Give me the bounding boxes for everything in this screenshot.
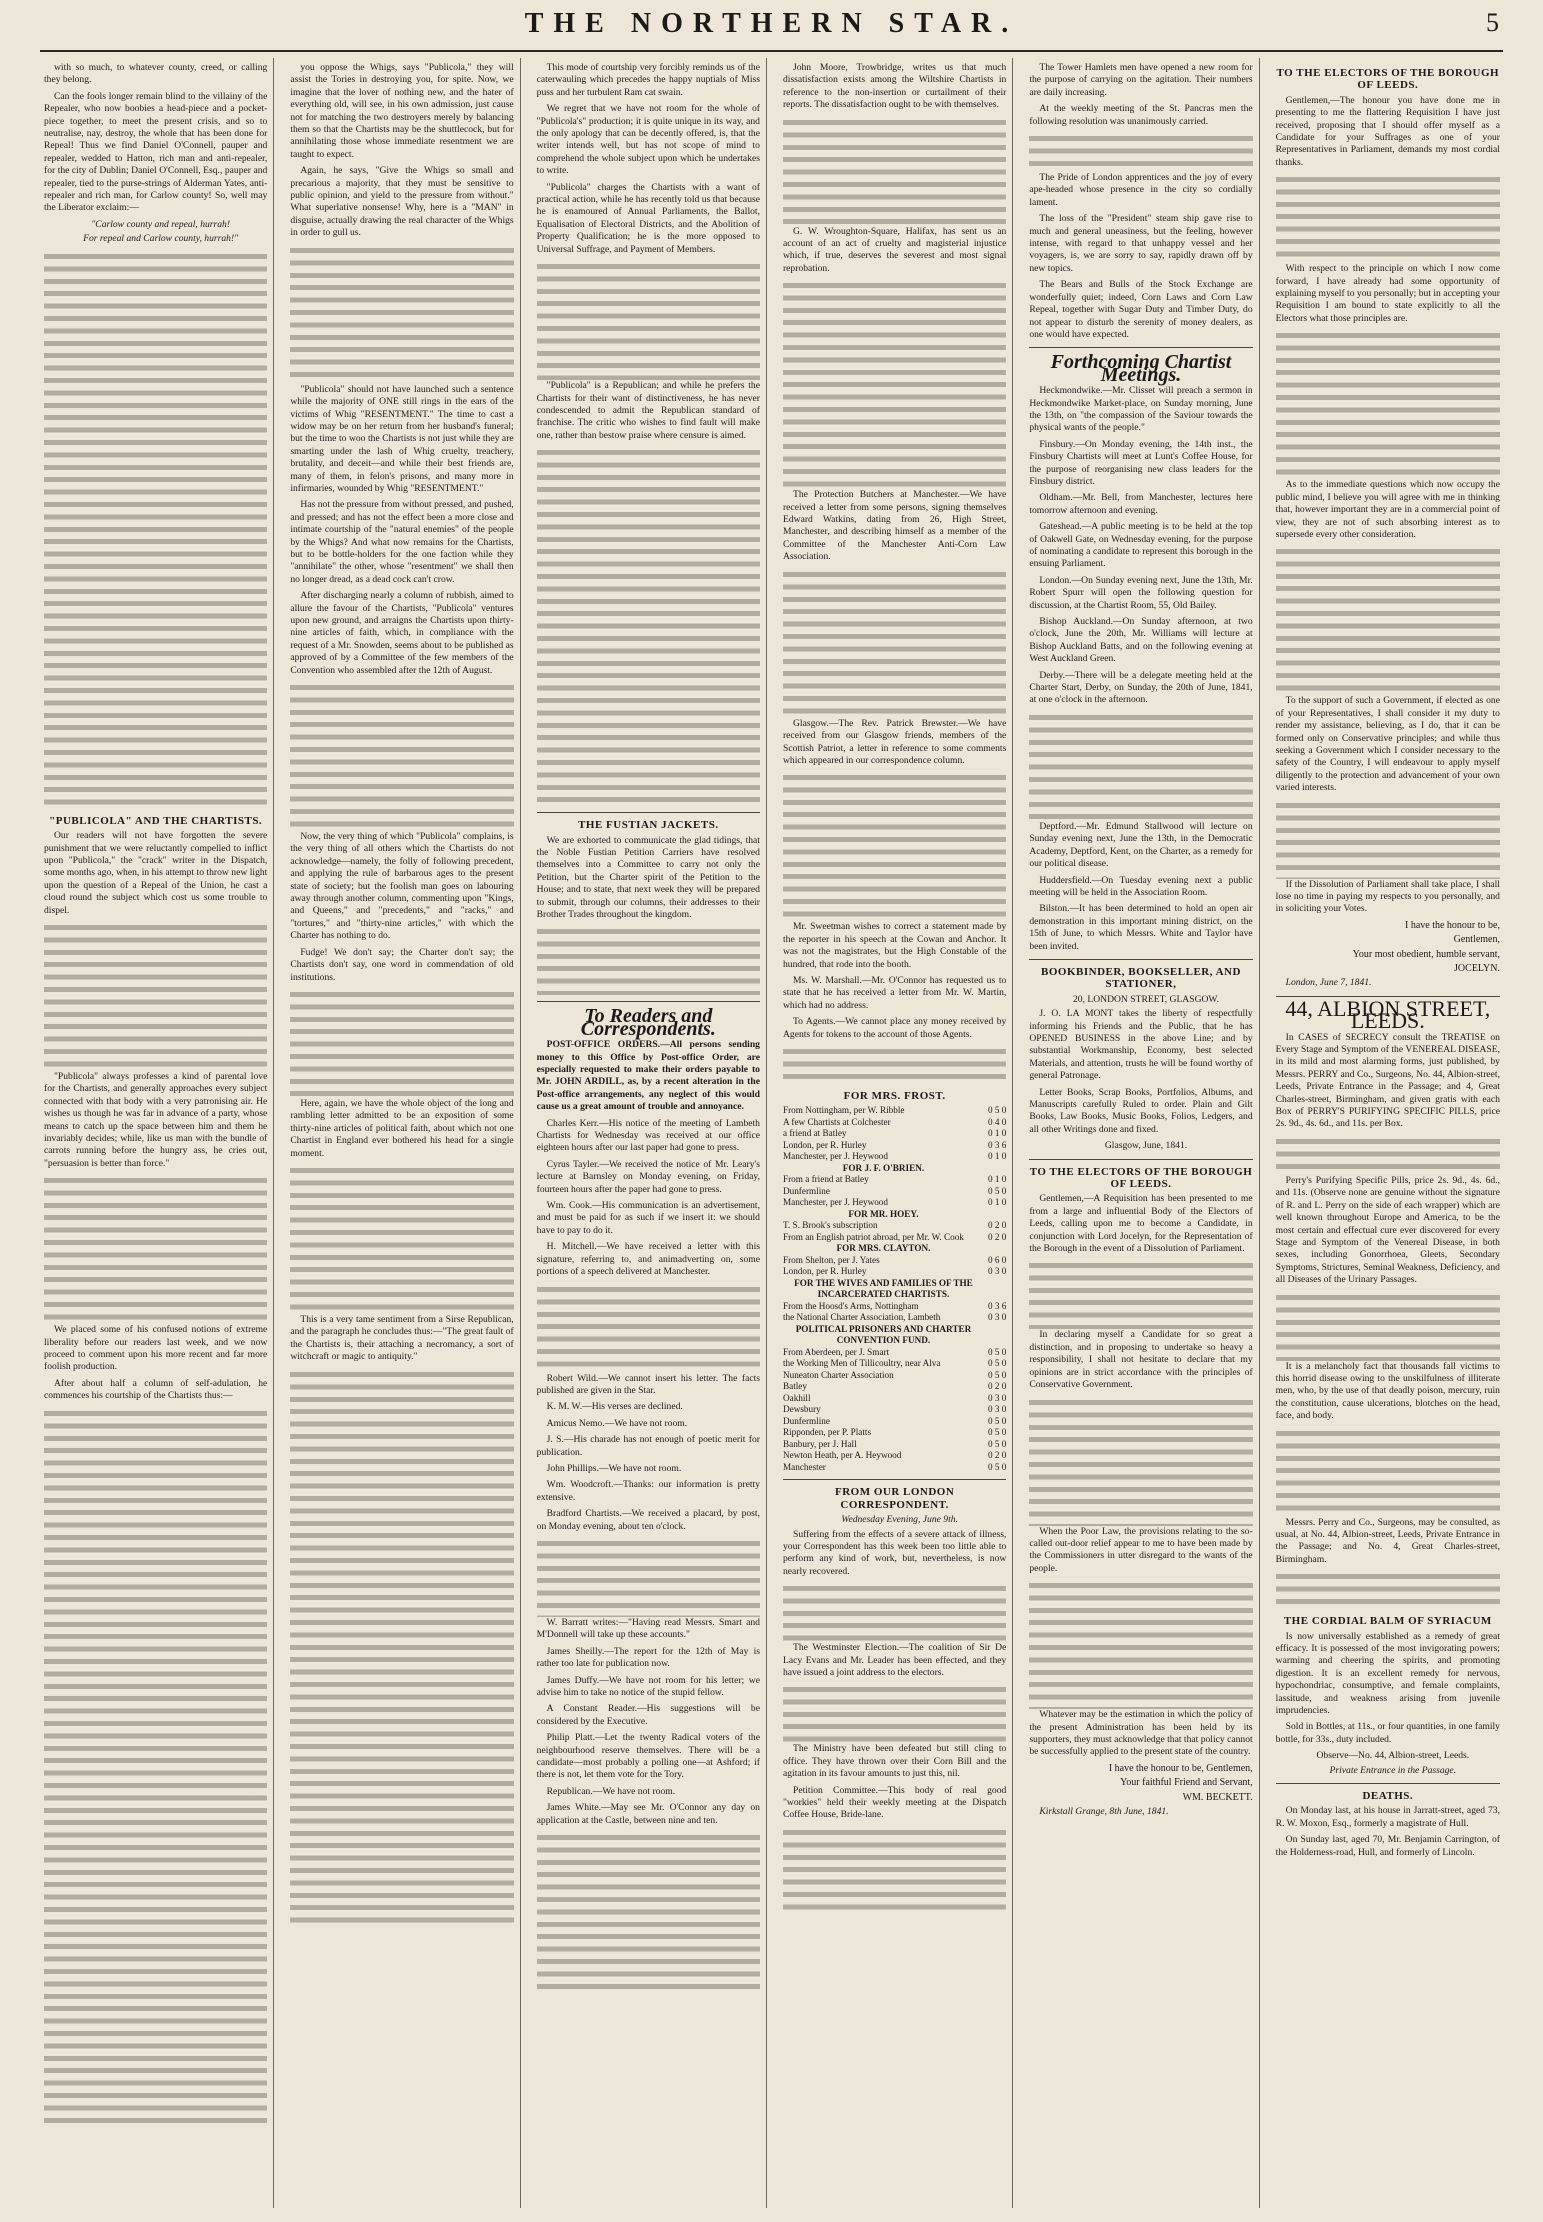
article-text-continued (783, 1582, 1006, 1642)
article-text-continued (44, 921, 267, 1071)
meeting-notice: Huddersfield.—On Tuesday evening next a public meeting will be held in the Association Room. (1029, 874, 1253, 898)
subscription-label: Banbury, per J. Hall (782, 1438, 857, 1449)
subscription-amount (984, 1278, 1006, 1301)
advert-body: Sold in Bottles, at 11s., or four quantities, in one family bottle, for 33s., duty included. (1275, 1721, 1500, 1745)
signature-place: Kirkstall Grange, 8th June, 1841. (1039, 1805, 1169, 1817)
subscription-label: Manchester (782, 1461, 826, 1472)
dateline: Wednesday Evening, June 9th. (841, 1514, 958, 1526)
signature-line: I have the honour to be, Gentlemen, (1108, 1762, 1253, 1774)
correspondent-note: Cyrus Tayler.—We received the notice of Mr. Leary's lecture at Barnsley on Monday evening, on Friday, fourteen hours after the paper had gone to press. (536, 1158, 760, 1195)
correspondent-note: Bradford Chartists.—We received a placard, by post, on Monday evening, about ten o'clock. (536, 1508, 760, 1532)
correspondent-note: James Sheilly.—The report for the 12th of May is rather too late for publication now. (536, 1645, 760, 1670)
subscription-row (783, 1416, 1006, 1428)
article-text-continued (290, 1368, 513, 1928)
subscription-row (783, 1117, 1006, 1129)
column-4 (777, 58, 1013, 2208)
article-text-continued (1276, 1427, 1500, 1517)
subscription-row (783, 1186, 1006, 1198)
subscription-row (783, 1128, 1006, 1140)
subscription-row (783, 1220, 1006, 1232)
article-paragraph: At the weekly meeting of the St. Pancras men the following resolution was unanimously carried. (1029, 103, 1253, 127)
article-text-continued (783, 279, 1006, 489)
subscription-amount: 0 3 6 (987, 1139, 1007, 1150)
article-paragraph: "Publicola" charges the Chartists with a want of practical action, while he has recently told us that because he is enamoured of Annual Parliaments, the Ballot, Equalisation of Electoral Districts, and the Abolition of Property Qualification; he is the more opposed to Universal Suffrage, and Payment of Members. (536, 181, 760, 255)
advert-heading: THE CORDIAL BALM OF SYRIACUM (1283, 1615, 1492, 1628)
correspondent-note: Mr. Sweetman wishes to correct a statement made by the reporter in his speech at the Cowan and Anchor. It was not the magistrates, but the High Constable of the hundred, that rode into the booth. (782, 921, 1007, 970)
article-paragraph: The Ministry have been defeated but still cling to office. They have thrown over their Corn Bill and the agitation in its favour amounts to just this, nil. (782, 1743, 1007, 1780)
advert-date: Glasgow, June, 1841. (1104, 1140, 1188, 1152)
signature-name: JOCELYN. (1454, 963, 1500, 974)
signature-line: Gentlemen, (1453, 934, 1500, 946)
article-paragraph: Has not the pressure from without pressed, and pushed, and pressed; and has not the effect been a more close and intimate courtship of the "natural enemies" of the people by the Whigs? And what now remains for the Chartists, but to be bottle-holders for the one faction while they "annihilate" the other, whose "resentment" we shall then no longer dread, as a dead cock can't crow. (290, 499, 514, 585)
address-heading: TO THE ELECTORS OF THE BOROUGH OF LEEDS. (1276, 67, 1500, 92)
deaths-heading: DEATHS. (1362, 1790, 1414, 1803)
subscription-label: From Shelton, per J. Yates (782, 1254, 880, 1265)
article-text-continued (1276, 799, 1500, 879)
subscription-label: Manchester, per J. Heywood (782, 1197, 888, 1208)
subscription-row (783, 1370, 1006, 1382)
subscription-amount: 0 5 0 (987, 1358, 1007, 1369)
article-paragraph: After about half a column of self-adulation, he commences his courtship of the Chartists thus:— (44, 1377, 268, 1402)
article-text-continued (290, 1164, 513, 1314)
article-text-continued (44, 1174, 267, 1324)
article-paragraph: This is a very tame sentiment from a Sirse Republican, and the paragraph he concludes thus:—"The great fault of the Chartists is, their attaching a necromancy, a sort of witchcraft or magic to antiquity." (290, 1313, 514, 1363)
advert-address: 20, LONDON STREET, GLASGOW. (1072, 993, 1220, 1005)
article-text-continued (1029, 1259, 1252, 1329)
meeting-notice: Bilston.—It has been determined to hold an open air demonstration in this important mining district, on the 15th of June, to which Messrs. White and Taylor have been invited. (1029, 903, 1253, 952)
correspondent-note: To Agents.—We cannot place any money received by Agents for tokens to the account of those Agents. (782, 1016, 1007, 1040)
correspondent-note: The Protection Butchers at Manchester.—We have received a letter from some persons, signing themselves Edward Watkins, dating from 26, High Street, Manchester, and describing himself as a member of the Committee of the Manchester Anti-Corn Law Association. (782, 489, 1007, 563)
subscription-label: the Working Men of Tillicoultry, near Alva (782, 1358, 941, 1369)
article-paragraph: This mode of courtship very forcibly reminds us of the caterwauling which precedes the happy nuptials of Miss puss and her turbulent Ram cat swain. (536, 62, 760, 98)
meeting-notice: London.—On Sunday evening next, June the 13th, Mr. Robert Spurr will open the following question for discussion, at the Chartist Room, 55, Old Bailey. (1029, 574, 1253, 611)
article-paragraph: "Publicola" always professes a kind of parental love for the Chartists, and generally approaches every subject connected with that body with a very patronising air. He wishes us though he was far in advance of a party, whose means to catch up the space between him and them he invariably decides; while, like us man with the bundle of carrots running before the hungry ass, he cries out, "persuasion is better than force." (44, 1070, 268, 1169)
subscription-amount: 0 1 0 (987, 1174, 1007, 1185)
correspondent-note: Glasgow.—The Rev. Patrick Brewster.—We have received from our Glasgow friends, members of the Scottish Patriot, a letter in reference to some comments which appeared in our correspondence column. (782, 717, 1007, 766)
subscription-amount: 0 6 0 (987, 1254, 1007, 1265)
section-heading-correspondents: To Readers and Correspondents. (580, 1005, 716, 1040)
columns (38, 58, 1506, 2208)
subscription-row (783, 1450, 1006, 1462)
subscription-amount: 0 3 6 (987, 1300, 1007, 1311)
subscription-label: From the Hoosd's Arms, Nottingham (782, 1300, 919, 1311)
article-paragraph: Now, the very thing of which "Publicola" complains, is the very thing of all others which the Chartists do not acknowledge—namely, the folly of following precedent, and applying the rule of barbarous ages to the present state of society; but the foolish man goes on labouring away through another column, commenting upon "Kings, and Queens," and "precedents," and "racks," and "tortures," and "thirty-nine articles," with which the Charter has nothing to do. (290, 831, 514, 942)
subscription-label: Batley (782, 1381, 807, 1392)
notice-post-office: POST-OFFICE ORDERS.—All persons sending money to this Office by Post-office Order, are especially requested to make their orders payable to Mr. JOHN ARDILL, as, by a recent alteration in the Post-office arrangements, any neglect of this would cause us a great amount of trouble and annoyance. (536, 1039, 760, 1113)
subscription-row (783, 1278, 1006, 1301)
article-text-continued (1029, 132, 1252, 172)
subscription-label: London, per R. Hurley (782, 1266, 867, 1277)
subscription-label: FOR J. F. O'BRIEN. (842, 1162, 925, 1173)
fund-heading: FOR MRS. FROST. (843, 1089, 946, 1102)
advert-body: In CASES of SECRECY consult the TREATISE on Every Stage and Symptom of the VENEREAL DISEASE, in its mild and most alarming forms, just published, by Messrs. PERRY and Co., Surgeons, No. 44, Albion-street, Leeds, Private Entrance in the Passage; and 4, Great Charles-street, Birmingham, and given gratis with each Box of PERRY'S PURIFYING SPECIFIC PILLS, price 2s. 9d., 4s. 6d., and 11s. per Box. (1275, 1031, 1500, 1130)
meeting-notice: Finsbury.—On Monday evening, the 14th inst., the Finsbury Chartists will meet at Lunt's Coffee House, for the purpose of reorganising new class leaders for the Finsbury district. (1029, 438, 1253, 487)
article-text-continued (537, 260, 760, 380)
section-rule (1029, 347, 1252, 348)
advert-body: Is now universally established as a remedy of great efficacy. It is possessed of the most invigorating powers; warming and cheering the spirits, and promoting digestion. It is an excellent remedy for nervous, hypochondriac, consumptive, and female complaints, lassitude, and weakness arising from juvenile imprudencies. (1275, 1630, 1500, 1717)
subscription-amount: 0 5 0 (987, 1438, 1007, 1449)
subscription-row (783, 1439, 1006, 1451)
address-heading: TO THE ELECTORS OF THE BOROUGH OF LEEDS. (1029, 1165, 1253, 1191)
subscription-label: Ripponden, per P. Platts (782, 1427, 872, 1438)
subscription-row (783, 1312, 1006, 1324)
subscription-row (783, 1105, 1006, 1117)
correspondent-note: John Moore, Trowbridge, writes us that much dissatisfaction exists among the Wiltshire Chartists in reference to the non-insertion or curtailment of their reports. The dissatisfaction ought to be with themselves. (782, 62, 1007, 111)
address-paragraph: When the Poor Law, the provisions relating to the so-called out-door relief appear to me to have been made by the Commissioners in utter disregard to the wants of the people. (1029, 1525, 1253, 1574)
article-text-continued (537, 1283, 760, 1373)
article-paragraph: After discharging nearly a column of rubbish, aimed to allure the favour of the Chartists, "Publicola" ventures upon new ground, and arraigns the Chartists upon thirty-nine articles of faith, which, in compliance with the request of a Mr. Snowden, seems about to be published as approved of by a Committee of the few members of the Convention who assembled after the 12th of August. (290, 590, 514, 676)
article-paragraph: with so much, to whatever county, creed, or calling they belong. (44, 62, 268, 86)
address-paragraph: Gentlemen,—The honour you have done me in presenting to me the flattering Requisition I have just received, proposing that I should offer myself as a Candidate for your Suffrages as one of your Representatives in Parliament, demands my most cordial thanks. (1275, 94, 1500, 168)
address-paragraph: Whatever may be the estimation in which the policy of the present Administration has been held by its supporters, they must acknowledge that that policy cannot be successfully applied to the present state of the country. (1029, 1709, 1253, 1758)
article-text-continued (783, 568, 1006, 718)
subscription-amount: 0 5 0 (987, 1105, 1007, 1116)
correspondent-note: Republican.—We have not room. (546, 1785, 676, 1797)
article-paragraph: The loss of the "President" steam ship gave rise to much and general uneasiness, but the feeling, however intense, with regard to that unhappy vessel and her voyagers, is, we are sorry to say, rapidly drawn off by new topics. (1029, 213, 1253, 274)
subscription-amount: 0 3 0 (987, 1266, 1007, 1277)
article-paragraph: Petition Committee.—This body of real good "workies" held their weekly meeting at the Dispatch Coffee House, Bride-lane. (782, 1784, 1007, 1821)
correspondent-note: John Phillips.—We have not room. (546, 1462, 682, 1474)
correspondent-note: James White.—May see Mr. O'Connor any day on application at the Castle, between nine and ten. (536, 1802, 760, 1826)
correspondent-note: Robert Wild.—We cannot insert his letter. The facts published are given in the Star. (536, 1372, 760, 1396)
subscription-row (783, 1358, 1006, 1370)
subscription-row (783, 1174, 1006, 1186)
correspondent-note: James Duffy.—We have not room for his letter; we advise him to take no notice of the stupid fellow. (536, 1674, 760, 1698)
subscription-amount (984, 1209, 1006, 1221)
signature-name: WM. BECKETT. (1182, 1791, 1253, 1803)
subscription-label: Newton Heath, per A. Heywood (782, 1450, 902, 1461)
signature-line: I have the honour to be, (1405, 919, 1500, 931)
subscription-label: London, per R. Hurley (782, 1139, 867, 1150)
article-paragraph: Can the fools longer remain blind to the villainy of the Repealer, who now boobies a head-piece and a pocket-piece together, to meet the present crisis, and so to neutralise, nay, destroy, the whole that has been done for Repeal! Thus we find Daniel O'Connell, pauper and repealer, wedded to Hatton, rich man and anti-repealer, for the city of Dublin; Daniel O'Connell, Esq., pauper and repealer, tied to the purse-strings of Alderman Yates, anti-repealer and rich man, for Carlow county! So, well may the Liberator exclaim:— (44, 90, 268, 214)
article-text-continued (44, 250, 267, 810)
article-text-continued (1276, 329, 1500, 479)
article-paragraph: Suffering from the effects of a severe attack of illness, your Correspondent has this week been too little able to perform any kind of work, but, nevertheless, is now nearly recovered. (782, 1528, 1007, 1577)
correspondent-note: Ms. W. Marshall.—Mr. O'Connor has requested us to state that he has received a letter from Mr. W. Martin, which had no address. (782, 974, 1007, 1011)
subscription-amount: 0 5 0 (987, 1461, 1007, 1472)
subscription-amount: 0 5 0 (987, 1369, 1007, 1380)
section-heading-meetings: Forthcoming Chartist Meetings. (1050, 351, 1232, 386)
meeting-notice: Heckmondwike.—Mr. Clisset will preach a sermon in Heckmondwike Market-place, on Sunday morning, June the 13th, on "the compassion of the Saviour towards the physical wants of the people." (1029, 385, 1253, 434)
subscription-row (783, 1209, 1006, 1221)
correspondent-note: Amicus Nemo.—We have not room. (546, 1417, 688, 1429)
subscription-amount: 0 4 0 (987, 1116, 1007, 1127)
subscription-amount (984, 1163, 1006, 1175)
article-text-continued (1276, 1291, 1500, 1361)
article-paragraph: you oppose the Whigs, says "Publicola," they will assist the Tories in destroying you, for spite. Now, we imagine that the lover of nothing new, and the hater of everything old, will see, in his own admission, just cause not for matching the two destroyers merely by balancing them so that the Chartists may be the shuttlecock, but for annihilating those whose immediate resentment we are taught to expect. (290, 62, 514, 160)
section-rule (537, 812, 760, 813)
correspondent-note: J. S.—His charade has not enough of poetic merit for publication. (536, 1434, 760, 1458)
subscription-amount: 0 3 0 (987, 1392, 1007, 1403)
signature-date: London, June 7, 1841. (1285, 977, 1372, 989)
subscription-row (783, 1163, 1006, 1175)
correspondent-note: Wm. Woodcroft.—Thanks: our information is pretty extensive. (536, 1479, 760, 1503)
subscription-row (783, 1347, 1006, 1359)
article-text-continued (783, 1045, 1006, 1085)
article-text-continued (537, 1831, 760, 1991)
article-paragraph: Fudge! We don't say; the Charter don't say; the Chartists don't say, one word in commendation of old institutions. (290, 946, 514, 983)
column-6 (1270, 58, 1506, 2208)
subscription-row (783, 1255, 1006, 1267)
subscription-row (783, 1197, 1006, 1209)
article-paragraph: The Westminster Election.—The coalition of Sir De Lacy Evans and Mr. Leader has been effected, and they have issued a joint address to the electors. (782, 1642, 1007, 1679)
meeting-notice: Deptford.—Mr. Edmund Stallwood will lecture on Sunday evening next, June the 13th, in the Democratic Academy, Deptford, Kent, on the Charter, as a remedy for our political disease. (1029, 820, 1253, 870)
subscription-label: FOR THE WIVES AND FAMILIES OF THE INCARCERATED CHARTISTS. (794, 1277, 973, 1300)
article-paragraph: Again, he says, "Give the Whigs so small and precarious a majority, that they must be sensitive to public opinion, and yield to the pressure from without." What superlative nonsense! Why, here is a "MAN" in disguise, actually drawing the real character of the Whigs in order to gull us. (290, 165, 514, 239)
article-text-continued (783, 771, 1006, 921)
subscription-row (783, 1404, 1006, 1416)
subscription-label: From an English patriot abroad, per Mr. W. Cook (782, 1231, 964, 1242)
subscription-row (783, 1427, 1006, 1439)
address-paragraph: Gentlemen,—A Requisition has been presented to me from a large and influential Body of the Electors of Leeds, calling upon me to become a Candidate, in conjunction with Lord Jocelyn, for the Representation of the Borough in the event of a Dissolution of Parliament. (1029, 1193, 1253, 1255)
advert-body: Letter Books, Scrap Books, Portfolios, Albums, and Manuscripts carefully Ruled to order. Plain and Gilt Books, Law Books, Music Books, Folios, Ledgers, and all other Writings done and fixed. (1029, 1086, 1253, 1135)
advert-address: Private Entrance in the Passage. (1329, 1764, 1457, 1776)
advert-heading: BOOKBINDER, BOOKSELLER, AND STATIONER, (1041, 965, 1241, 991)
subscription-label: From Aberdeen, per J. Smart (782, 1346, 890, 1357)
section-rule (537, 1001, 760, 1002)
advert-body: Perry's Purifying Specific Pills, price 2s. 9d., 4s. 6d., and 11s. (Observe none are genuine without the signature of R. and L. Perry on the side of each wrapper) which are well known throughout Europe and America, to be the most certain and effectual cure ever discovered for every Stage and Symptom of the Venereal Disease, in both sexes, including Gonorrhoea, Gleets, Secondary Symptoms, Strictures, Seminal Weakness, Deficiency, and all Diseases of the Urinary Passages. (1275, 1174, 1500, 1286)
article-text-continued (290, 988, 513, 1098)
subscription-amount: 0 5 0 (987, 1346, 1007, 1357)
subscription-label: the National Charter Association, Lambeth (782, 1312, 941, 1323)
column-1 (38, 58, 274, 2208)
address-paragraph: To the support of such a Government, if elected as one of your Representatives, I shall consider it my duty to render my assistance, believing, as I do, that it can be formed only on Conservative principles; and while thus seeking a Government which I consider necessary to the safety of the Country, I will endeavour to apply myself diligently to the protection and advancement of your own varied interests. (1275, 695, 1500, 794)
address-paragraph: As to the immediate questions which now occupy the public mind, I believe you will agree with me in thinking that, however important they are in a commercial point of view, they are not of such absorbing interest as to supersede every other consideration. (1275, 479, 1500, 540)
subscription-amount: 0 3 0 (987, 1404, 1007, 1415)
subscription-amount: 0 1 0 (987, 1151, 1007, 1162)
subscription-amount: 0 1 0 (987, 1128, 1007, 1139)
correspondent-note: G. W. Wroughton-Square, Halifax, has sent us an account of an act of cruelty and magisterial injustice which, if true, deserves the severest and most signal reprobation. (782, 225, 1007, 274)
meeting-notice: Bishop Auckland.—On Sunday afternoon, at two o'clock, June the 20th, Mr. Williams will lecture at Bishop Auckland Batts, and on the following evening at West Auckland Green. (1029, 616, 1253, 665)
subscription-amount: 0 3 0 (987, 1312, 1007, 1323)
correspondent-note: H. Mitchell.—We have received a letter with this signature, referring to, and animadverting on, some portions of a speech delivered at Manchester. (536, 1241, 760, 1278)
subscription-amount (984, 1243, 1006, 1255)
meeting-notice: Derby.—There will be a delegate meeting held at the Charter Start, Derby, on Sunday, the 20th of June, 1841, at one o'clock in the afternoon. (1029, 669, 1253, 706)
correspondent-note: K. M. W.—His verses are declined. (546, 1401, 683, 1413)
subscription-label: Dunfermline (782, 1415, 830, 1426)
article-text-continued (1276, 1135, 1500, 1175)
subscription-list (783, 1105, 1006, 1473)
subscription-label: T. S. Brook's subscription (782, 1220, 878, 1231)
article-paragraph: The Pride of London apprentices and the joy of every ape-headed whose presence in the city so cordially lament. (1029, 172, 1253, 208)
article-text-continued (537, 446, 760, 806)
article-heading: FROM OUR LONDON CORRESPONDENT. (834, 1486, 955, 1511)
subscription-label: POLITICAL PRISONERS AND CHARTER CONVENTION FUND. (795, 1323, 972, 1346)
page-number: 5 (1486, 8, 1499, 37)
article-paragraph: Here, again, we have the whole object of the long and rambling letter admitted to be an exposition of some thirty-nine articles of political faith, about which not one Chartist in England ever bothered his head for a single moment. (290, 1097, 514, 1159)
subscription-label: FOR MRS. CLAYTON. (836, 1243, 931, 1254)
masthead (0, 0, 1543, 56)
correspondent-note: A Constant Reader.—His suggestions will be considered by the Executive. (536, 1703, 760, 1727)
subscription-amount: 0 2 0 (987, 1231, 1007, 1242)
article-paragraph: We placed some of his confused notions of extreme liberality before our readers last week, and we now proceed to comment upon his more recent and far more foolish production. (44, 1324, 268, 1373)
correspondent-note: W. Barratt writes:—"Having read Messrs. Smart and M'Donnell will take up these accounts." (536, 1616, 760, 1641)
advert-body: Messrs. Perry and Co., Surgeons, may be consulted, as usual, at No. 44, Albion-street, Leeds, Private Entrance in the Passage; and No. 4, Great Charles-street, Birmingham. (1275, 1516, 1500, 1565)
article-paragraph: The Bears and Bulls of the Stock Exchange are wonderfully quiet; indeed, Corn Laws and Corn Law Repeal, together with Sugar Duty and Timber Duty, do not appear to disturb the serenity of money dealers, as one would have expected. (1029, 279, 1253, 340)
subscription-row (783, 1462, 1006, 1474)
section-rule (783, 1479, 1006, 1480)
column-2 (284, 58, 520, 2208)
article-text-continued (783, 1826, 1006, 1916)
subscription-label: Dunfermline (782, 1185, 830, 1196)
subscription-amount: 0 2 0 (987, 1450, 1007, 1461)
article-paragraph: "Publicola" should not have launched such a sentence while the majority of ONE still rings in the ears of the victims of Whig "RESENTMENT." The time to cast a widow may be on her return from her husband's funeral; but the time to woo the Chartists is not just while they are smarting under the lash of Whig cruelty, treachery, brutality, and deceit—and while their best friends are, many of them, in felon's prisons, and many more in infirmaries, wounded by Whig "RESENTMENT." (290, 383, 514, 494)
correspondent-note: Charles Kerr.—His notice of the meeting of Lambeth Chartists for Wednesday was received at our office eighteen hours after our last paper had gone to press. (536, 1117, 760, 1154)
verse-line: For repeal and Carlow county, hurrah!" (83, 233, 239, 245)
article-text-continued (1276, 1570, 1500, 1610)
article-text-continued (783, 116, 1006, 226)
advert-body: It is a melancholy fact that thousands fall victims to this horrid disease owing to the unskilfulness of illiterate men, who, by the use of that deadly poison, mercury, ruin the constitution, cause ulcerations, blotches on the head, face, and body. (1275, 1360, 1500, 1422)
article-paragraph: "Publicola" is a Republican; and while he prefers the Chartists for their want of distinctiveness, he has never condescended to admit the Republican standard of franchise. The critic who wishes to find fault will make one, rather than bestow praise where censure is aimed. (536, 380, 760, 441)
article-text-continued (1029, 1396, 1252, 1526)
subscription-row (783, 1393, 1006, 1405)
section-rule (1029, 959, 1252, 960)
newspaper-title: THE NORTHERN STAR. (524, 8, 1019, 39)
article-paragraph: The Tower Hamlets men have opened a new room for the purpose of carrying on the agitation. Their numbers are daily increasing. (1029, 62, 1253, 98)
verse-line: "Carlow county and repeal, hurrah! (91, 218, 231, 230)
article-heading: "PUBLICOLA" AND THE CHARTISTS. (49, 814, 263, 827)
subscription-row (783, 1266, 1006, 1278)
subscription-label: From a friend at Batley (782, 1174, 869, 1185)
subscription-row (783, 1243, 1006, 1255)
subscription-label: a friend at Batley (782, 1128, 847, 1139)
subscription-amount: 0 2 0 (987, 1220, 1007, 1231)
subscription-row (783, 1381, 1006, 1393)
article-text-continued (1029, 711, 1252, 821)
meeting-notice: Gateshead.—A public meeting is to be held at the top of Oakwell Gate, on Wednesday evening, for the purpose of nominating a candidate to represent this borough in the ensuing Parliament. (1029, 521, 1253, 570)
signature-line: Your most obedient, humble servant, (1352, 948, 1500, 960)
subscription-label: Manchester, per J. Heywood (782, 1151, 888, 1162)
correspondent-note: Philip Platt.—Let the twenty Radical voters of the neighbourhood reserve themselves. There will be a candidate—most probably a polling one—at Ashford; if there is not, let them vote for the Tory. (536, 1732, 760, 1781)
article-heading: THE FUSTIAN JACKETS. (578, 819, 719, 832)
subscription-label: Oakhill (782, 1392, 811, 1403)
subscription-row (783, 1324, 1006, 1347)
article-text-continued (44, 1407, 267, 2127)
article-text-continued (1276, 173, 1500, 263)
section-rule (1029, 1159, 1252, 1160)
article-text-continued (290, 681, 513, 831)
subscription-label: From Nottingham, per W. Ribble (782, 1105, 905, 1116)
advert-big-heading: 44, ALBION STREET, LEEDS. (1285, 995, 1491, 1034)
article-paragraph: We regret that we have not room for the whole of "Publicola's" production; it is quite unique in its way, and the only apology that can be decently offered, is, that the writer intends well, but has not scope of mind to comprehend the whole subject upon which he undertakes to write. (536, 103, 760, 177)
column-5 (1023, 58, 1259, 2208)
masthead-rule (40, 50, 1503, 52)
subscription-amount: 0 1 0 (987, 1197, 1007, 1208)
advert-address: Observe—No. 44, Albion-street, Leeds. (1316, 1750, 1470, 1762)
article-text-continued (1276, 545, 1500, 695)
subscription-label: FOR MR. HOEY. (848, 1208, 919, 1219)
subscription-amount: 0 5 0 (987, 1427, 1007, 1438)
article-text-continued (537, 925, 760, 995)
article-text-continued (290, 244, 513, 384)
advert-body: J. O. LA MONT takes the liberty of respectfully informing his Friends and the Public, that he has OPENED BUSINESS in the above Line; and by substantial Workmanship, Economy, best selected Materials, and attention, trusts he will be found worthy of general Patronage. (1029, 1008, 1253, 1082)
subscription-row (783, 1232, 1006, 1244)
article-text-continued (537, 1537, 760, 1617)
article-paragraph: Our readers will not have forgotten the severe punishment that we were reluctantly compelled to inflict upon "Publicola," the "crack" writer in the Dispatch, some months ago, when, in his attempt to throw new light upon the question of a Repeal of the Union, he cast a cloud round the subject which cost us some trouble to dispel. (44, 830, 268, 916)
article-paragraph: We are exhorted to communicate the glad tidings, that the Noble Fustian Petition Carriers have resolved themselves into a Committee to carry not only the Petition, but the Charter spirit of the Petition to the House; and to state, that next week they will be prepared to submit, through our columns, their addresses to their Brother Trades throughout the kingdom. (536, 834, 760, 920)
subscription-amount: 0 2 0 (987, 1381, 1007, 1392)
death-notice: On Sunday last, aged 70, Mr. Benjamin Carrington, of the Holderness-road, Hull, and formerly of Lincoln. (1275, 1834, 1500, 1858)
subscription-row (783, 1140, 1006, 1152)
address-paragraph: In declaring myself a Candidate for so great a distinction, and in proposing to undertake so heavy a responsibility, I shall not hesitate to declare that my opinions are in strict accordance with the principles of Conservative Government. (1029, 1329, 1253, 1391)
subscription-row (783, 1301, 1006, 1313)
article-text-continued (783, 1683, 1006, 1743)
subscription-amount: 0 5 0 (987, 1185, 1007, 1196)
subscription-label: Dewsbury (782, 1404, 821, 1415)
section-rule (1276, 1783, 1500, 1784)
meeting-notice: Oldham.—Mr. Bell, from Manchester, lectures here tomorrow afternoon and evening. (1029, 492, 1253, 516)
address-paragraph: If the Dissolution of Parliament shall take place, I shall lose no time in paying my respects to you personally, and in soliciting your Votes. (1275, 878, 1500, 915)
subscription-amount: 0 5 0 (987, 1415, 1007, 1426)
column-3 (531, 58, 767, 2208)
subscription-row (783, 1151, 1006, 1163)
death-notice: On Monday last, at his house in Jarratt-street, aged 73, R. W. Moxon, Esq., formerly a magistrate of Hull. (1275, 1805, 1500, 1829)
subscription-amount (984, 1324, 1006, 1347)
subscription-label: A few Chartists at Colchester (782, 1116, 891, 1127)
subscription-label: Nuneaton Charter Association (782, 1369, 894, 1380)
address-paragraph: With respect to the principle on which I now come forward, I have already had some opportunity of explaining myself to you personally; but in accepting your Requisition I am bound to state explicitly to all the Electors what those principles are. (1275, 263, 1500, 324)
correspondent-note: Wm. Cook.—His communication is an advertisement, and must be paid for as such if we insert it: we should have to pay to do it. (536, 1200, 760, 1236)
signature-line: Your faithful Friend and Servant, (1120, 1777, 1253, 1789)
article-text-continued (1029, 1579, 1252, 1709)
